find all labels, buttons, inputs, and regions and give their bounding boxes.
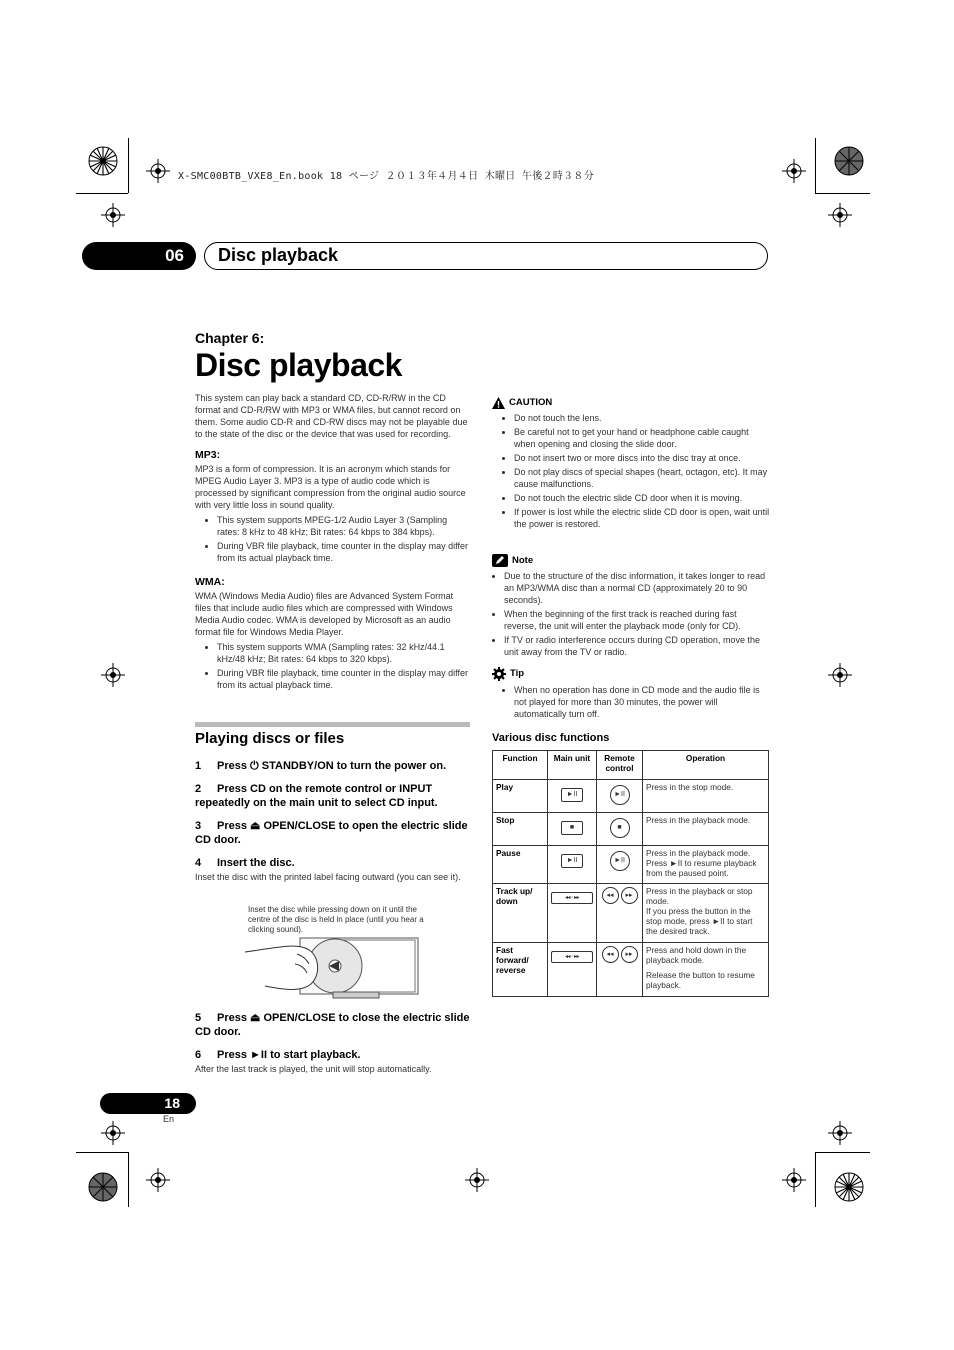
fast-forward-icon: ▸▸ — [621, 946, 638, 963]
function-name: Track up/ down — [493, 884, 548, 943]
list-item: • If TV or radio interference occurs during CD operation, move the unit away from the TV or radio. — [504, 634, 770, 658]
registration-target-icon — [101, 663, 125, 687]
operation-text: Press in the playback or stop mode. If you press the button in the stop mode, press ►II to start the desired track. — [643, 884, 769, 943]
skip-buttons-icon: ◂◂ ◦ ▸▸ — [551, 892, 593, 904]
list-item: • When the beginning of the first track is reached during fast reverse, the unit will enter the playback mode (only for CD). — [504, 608, 770, 632]
operation-text: Press and hold down in the playback mode. Release the button to resume playback. — [643, 943, 769, 997]
registration-star-icon — [88, 1172, 118, 1202]
warning-icon — [492, 397, 505, 409]
disc-functions-table — [492, 750, 769, 997]
play-pause-button-icon: ►II — [610, 851, 630, 871]
table-row — [493, 813, 769, 846]
registration-star-icon — [88, 146, 118, 176]
print-header: X-SMC00BTB_VXE8_En.book 18 ページ ２０１３年４月４日 木曜日 午後２時３８分 — [178, 171, 595, 182]
caution-box — [492, 397, 770, 532]
wma-text: WMA (Windows Media Audio) files are Advanced System Format files that include audio files which are compressed with Windows Media Audio codec. WMA is developed by Microsoft as an audio format file for Windows Media Player. — [195, 591, 454, 637]
list-item: • Do not play discs of special shapes (heart, octagon, etc). It may cause malfunctions. — [514, 466, 770, 490]
table-header: Function — [493, 751, 548, 780]
list-item: • Do not touch the electric slide CD door when it is moving. — [514, 492, 770, 504]
function-name: Stop — [493, 813, 548, 846]
list-item: • When no operation has done in CD mode and the audio file is not played for more than 30 minutes, the power will automatically turn off. — [514, 684, 770, 720]
table-header: Remote control — [597, 751, 643, 780]
operation-text: Press in the stop mode. — [643, 780, 769, 813]
operation-text: Press in the playback mode. — [643, 813, 769, 846]
stop-button-icon: ■ — [561, 821, 583, 835]
list-item: • Due to the structure of the disc information, it takes longer to read an MP3/WMA disc than a normal CD (approximately 20 to 90 seconds). — [504, 570, 770, 606]
caution-bullets — [492, 412, 770, 530]
registration-target-icon — [146, 159, 170, 183]
registration-target-icon — [101, 203, 125, 227]
play-pause-button-icon: ►II — [561, 854, 583, 868]
operation-text: Press in the playback mode. Press ►II to resume playback from the paused point. — [643, 846, 769, 884]
wma-bullets — [195, 641, 470, 691]
chapter-title: Disc playback — [218, 245, 339, 265]
caution-heading: CAUTION — [509, 397, 553, 408]
mp3-bullets — [195, 514, 470, 564]
list-item: • This system supports WMA (Sampling rates: 32 kHz/44.1 kHz/48 kHz; Bit rates: 64 kbps to 320 kbps). — [217, 641, 470, 665]
list-item: • If power is lost while the electric slide CD door is open, wait until the power is restored. — [514, 506, 770, 530]
table-header-row — [493, 751, 769, 780]
table-header: Operation — [643, 751, 769, 780]
registration-target-icon — [465, 1168, 489, 1192]
registration-target-icon — [828, 1121, 852, 1145]
step-3: 3 Press ⏏ OPEN/CLOSE to open the electric slide CD door. — [195, 820, 468, 846]
note-pencil-icon — [492, 554, 508, 567]
table-row — [493, 780, 769, 813]
list-item: • This system supports MPEG-1/2 Audio Layer 3 (Sampling rates: 8 kHz to 48 kHz; Bit rates: 64 kbps to 384 kbps). — [217, 514, 470, 538]
registration-target-icon — [146, 1168, 170, 1192]
list-item: • During VBR file playback, time counter in the display may differ from its actual playback time. — [217, 540, 470, 564]
function-name: Play — [493, 780, 548, 813]
chapter-label: Chapter 6: — [195, 330, 265, 346]
table-row — [493, 943, 769, 997]
playing-section-title: Playing discs or files — [195, 730, 345, 747]
step-4-note: Inset the disc with the printed label facing outward (you can see it). — [195, 872, 461, 882]
registration-target-icon — [101, 1121, 125, 1145]
intro-text: This system can play back a standard CD, CD-R/RW in the CD format and CD-R/RW with MP3 or WMA files, but cannot record on them. Some audio CD-R and CD-RW discs may not be playable due to the state of the disc or the device that was used for recording. — [195, 393, 468, 439]
tip-box — [492, 667, 770, 722]
page-number: 18 — [100, 1093, 196, 1114]
list-item: • Be careful not to get your hand or headphone cable caught when opening and closing the slide door. — [514, 426, 770, 450]
list-item: • Do not insert two or more discs into the disc tray at once. — [514, 452, 770, 464]
play-pause-button-icon: ►II — [561, 788, 583, 802]
table-row — [493, 884, 769, 943]
step-5: 5 Press ⏏ OPEN/CLOSE to close the electric slide CD door. — [195, 1012, 470, 1038]
step-6: 6 Press ►II to start playback. — [195, 1049, 361, 1061]
registration-star-icon — [834, 146, 864, 176]
skip-buttons-icon: ◂◂ ◦ ▸▸ — [551, 951, 593, 963]
left-column — [195, 392, 470, 693]
play-pause-button-icon: ►II — [610, 785, 630, 805]
step-1: 1 Press ⏻ STANDBY/ON to turn the power on. — [195, 760, 447, 772]
tip-heading: Tip — [510, 668, 525, 679]
illustration-caption: Inset the disc while pressing down on it until the centre of the disc is held in place (until you hear a clicking sound). — [248, 905, 424, 934]
chapter-number-badge: 06 — [82, 242, 196, 270]
section-divider — [195, 722, 470, 727]
registration-target-icon — [828, 203, 852, 227]
wma-heading: WMA: — [195, 576, 225, 588]
language-code: En — [163, 1114, 175, 1124]
table-header: Main unit — [548, 751, 597, 780]
note-bullets — [492, 570, 770, 658]
function-name: Fast forward/ reverse — [493, 943, 548, 997]
registration-target-icon — [782, 1168, 806, 1192]
note-heading: Note — [512, 554, 534, 566]
table-row — [493, 846, 769, 884]
step-6-note: After the last track is played, the unit will stop automatically. — [195, 1064, 432, 1074]
mp3-text: MP3 is a form of compression. It is an acronym which stands for MPEG Audio Layer 3. MP3 is a type of audio code which is processed by significant compression from the original audio source with very little loss in sound quality. — [195, 464, 466, 510]
mp3-heading: MP3: — [195, 449, 221, 461]
registration-star-icon — [834, 1172, 864, 1202]
page-title: Disc playback — [195, 347, 402, 383]
list-item: • During VBR file playback, time counter in the display may differ from its actual playback time. — [217, 667, 470, 691]
chapter-title-bar — [204, 242, 768, 270]
disc-insert-illustration — [245, 934, 421, 1000]
step-2: 2 Press CD on the remote control or INPUT repeatedly on the main unit to select CD input. — [195, 783, 438, 809]
tip-gear-icon — [492, 667, 506, 681]
function-name: Pause — [493, 846, 548, 884]
stop-button-icon: ■ — [610, 818, 630, 838]
functions-title: Various disc functions — [492, 732, 610, 744]
registration-target-icon — [828, 663, 852, 687]
skip-forward-icon: ▸▸ — [621, 887, 638, 904]
fast-reverse-icon: ◂◂ — [602, 946, 619, 963]
skip-back-icon: ◂◂ — [602, 887, 619, 904]
list-item: • Do not touch the lens. — [514, 412, 770, 424]
step-4: 4 Insert the disc. — [195, 857, 295, 869]
note-box — [492, 554, 770, 660]
tip-bullets — [492, 684, 770, 720]
registration-target-icon — [782, 159, 806, 183]
